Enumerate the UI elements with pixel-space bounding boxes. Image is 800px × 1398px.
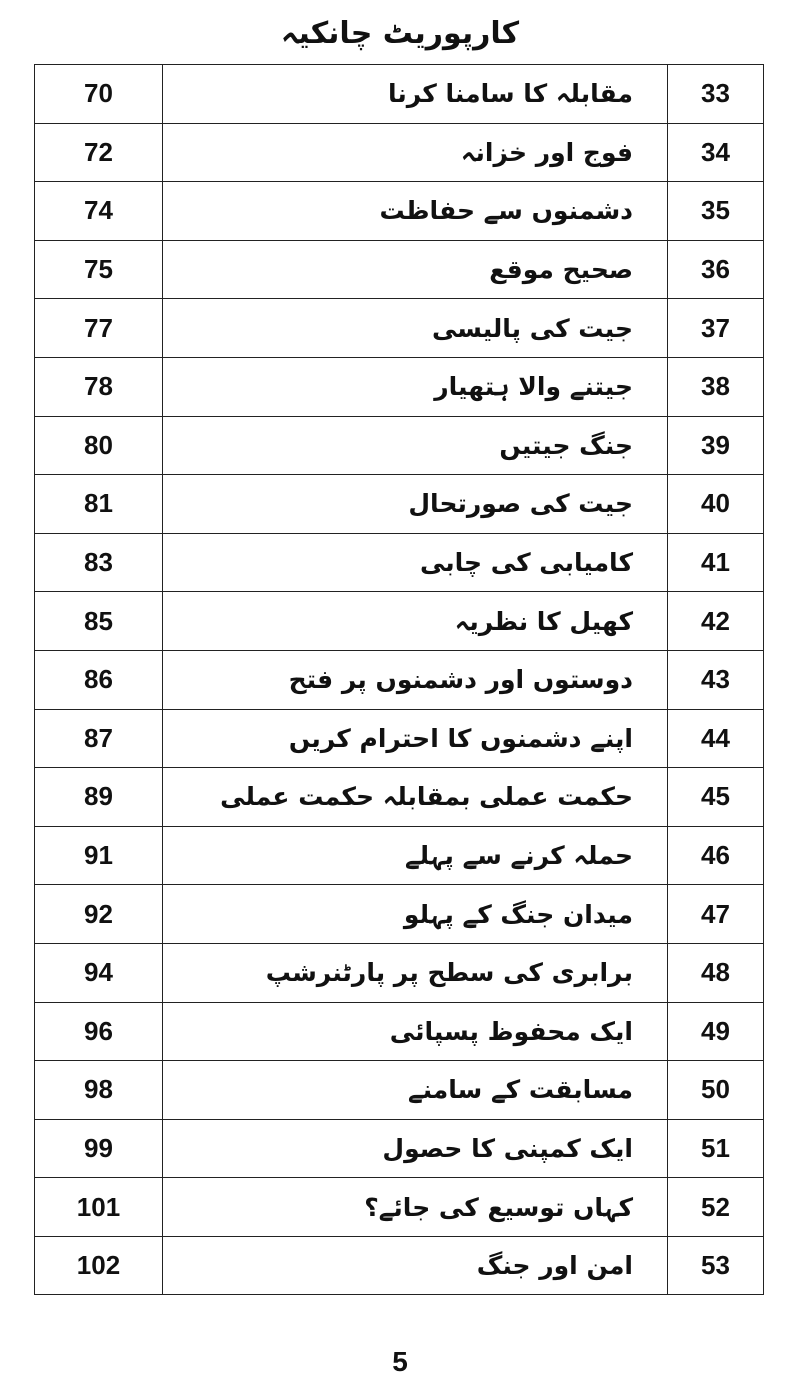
toc-chapter-title: برابری کی سطح پر پارٹنرشپ — [163, 943, 668, 1002]
toc-page-number: 98 — [35, 1061, 163, 1120]
toc-chapter-title: دوستوں اور دشمنوں پر فتح — [163, 650, 668, 709]
toc-chapter-title: ایک محفوظ پسپائی — [163, 1002, 668, 1061]
toc-chapter-number: 52 — [668, 1178, 764, 1237]
toc-row — [35, 182, 764, 241]
toc-row — [35, 1061, 764, 1120]
toc-row — [35, 1002, 764, 1061]
toc-chapter-number: 53 — [668, 1236, 764, 1295]
toc-chapter-number: 40 — [668, 475, 764, 534]
toc-chapter-title: جیت کی صورتحال — [163, 475, 668, 534]
toc-page-number: 83 — [35, 533, 163, 592]
toc-chapter-number: 47 — [668, 885, 764, 944]
toc-chapter-title: کامیابی کی چابی — [163, 533, 668, 592]
toc-row — [35, 709, 764, 768]
toc-page-number: 99 — [35, 1119, 163, 1178]
toc-chapter-title: جیتنے والا ہتھیار — [163, 357, 668, 416]
toc-chapter-title: کہاں توسیع کی جائے؟ — [163, 1178, 668, 1237]
toc-chapter-number: 38 — [668, 357, 764, 416]
footer-page-number: 5 — [392, 1346, 408, 1377]
toc-row — [35, 1236, 764, 1295]
toc-page-number: 87 — [35, 709, 163, 768]
toc-page-number: 80 — [35, 416, 163, 475]
toc-row — [35, 357, 764, 416]
toc-chapter-number: 42 — [668, 592, 764, 651]
toc-chapter-number: 46 — [668, 826, 764, 885]
toc-page-number: 74 — [35, 182, 163, 241]
toc-chapter-title: حملہ کرنے سے پہلے — [163, 826, 668, 885]
toc-row — [35, 1178, 764, 1237]
toc-chapter-title: جنگ جیتیں — [163, 416, 668, 475]
toc-body — [35, 65, 764, 1295]
toc-page-number: 94 — [35, 943, 163, 1002]
toc-row — [35, 65, 764, 124]
toc-page-number: 78 — [35, 357, 163, 416]
toc-chapter-title: حکمت عملی بمقابلہ حکمت عملی — [163, 768, 668, 827]
toc-page-number: 77 — [35, 299, 163, 358]
toc-row — [35, 943, 764, 1002]
toc-chapter-title: ایک کمپنی کا حصول — [163, 1119, 668, 1178]
toc-row — [35, 1119, 764, 1178]
page-title: کارپوریٹ چانکیہ — [280, 16, 520, 51]
toc-page-number: 70 — [35, 65, 163, 124]
toc-chapter-number: 36 — [668, 240, 764, 299]
toc-chapter-title: کھیل کا نظریہ — [163, 592, 668, 651]
toc-page-number: 85 — [35, 592, 163, 651]
toc-page-number: 91 — [35, 826, 163, 885]
toc-chapter-number: 49 — [668, 1002, 764, 1061]
toc-row — [35, 533, 764, 592]
toc-page-number: 72 — [35, 123, 163, 182]
toc-row — [35, 299, 764, 358]
toc-chapter-title: صحیح موقع — [163, 240, 668, 299]
toc-row — [35, 592, 764, 651]
toc-row — [35, 475, 764, 534]
toc-chapter-title: اپنے دشمنوں کا احترام کریں — [163, 709, 668, 768]
toc-page-number: 92 — [35, 885, 163, 944]
toc-chapter-number: 37 — [668, 299, 764, 358]
toc-chapter-number: 48 — [668, 943, 764, 1002]
toc-page-number: 96 — [35, 1002, 163, 1061]
toc-chapter-number: 43 — [668, 650, 764, 709]
toc-chapter-number: 50 — [668, 1061, 764, 1120]
toc-chapter-title: فوج اور خزانہ — [163, 123, 668, 182]
toc-chapter-title: جیت کی پالیسی — [163, 299, 668, 358]
toc-chapter-number: 45 — [668, 768, 764, 827]
toc-page-number: 81 — [35, 475, 163, 534]
toc-chapter-number: 39 — [668, 416, 764, 475]
toc-chapter-title: مقابلہ کا سامنا کرنا — [163, 65, 668, 124]
toc-chapter-title: میدان جنگ کے پہلو — [163, 885, 668, 944]
toc-chapter-title: مسابقت کے سامنے — [163, 1061, 668, 1120]
toc-chapter-number: 33 — [668, 65, 764, 124]
toc-page-number: 102 — [35, 1236, 163, 1295]
toc-chapter-number: 51 — [668, 1119, 764, 1178]
toc-row — [35, 416, 764, 475]
toc-page-number: 86 — [35, 650, 163, 709]
toc-row — [35, 650, 764, 709]
table-of-contents — [34, 64, 764, 1295]
toc-page-number: 89 — [35, 768, 163, 827]
toc-row — [35, 240, 764, 299]
toc-row — [35, 768, 764, 827]
toc-chapter-number: 34 — [668, 123, 764, 182]
toc-chapter-number: 35 — [668, 182, 764, 241]
toc-row — [35, 123, 764, 182]
toc-page-number: 101 — [35, 1178, 163, 1237]
toc-page-number: 75 — [35, 240, 163, 299]
toc-chapter-title: دشمنوں سے حفاظت — [163, 182, 668, 241]
toc-chapter-title: امن اور جنگ — [163, 1236, 668, 1295]
toc-chapter-number: 41 — [668, 533, 764, 592]
toc-row — [35, 826, 764, 885]
toc-chapter-number: 44 — [668, 709, 764, 768]
toc-row — [35, 885, 764, 944]
